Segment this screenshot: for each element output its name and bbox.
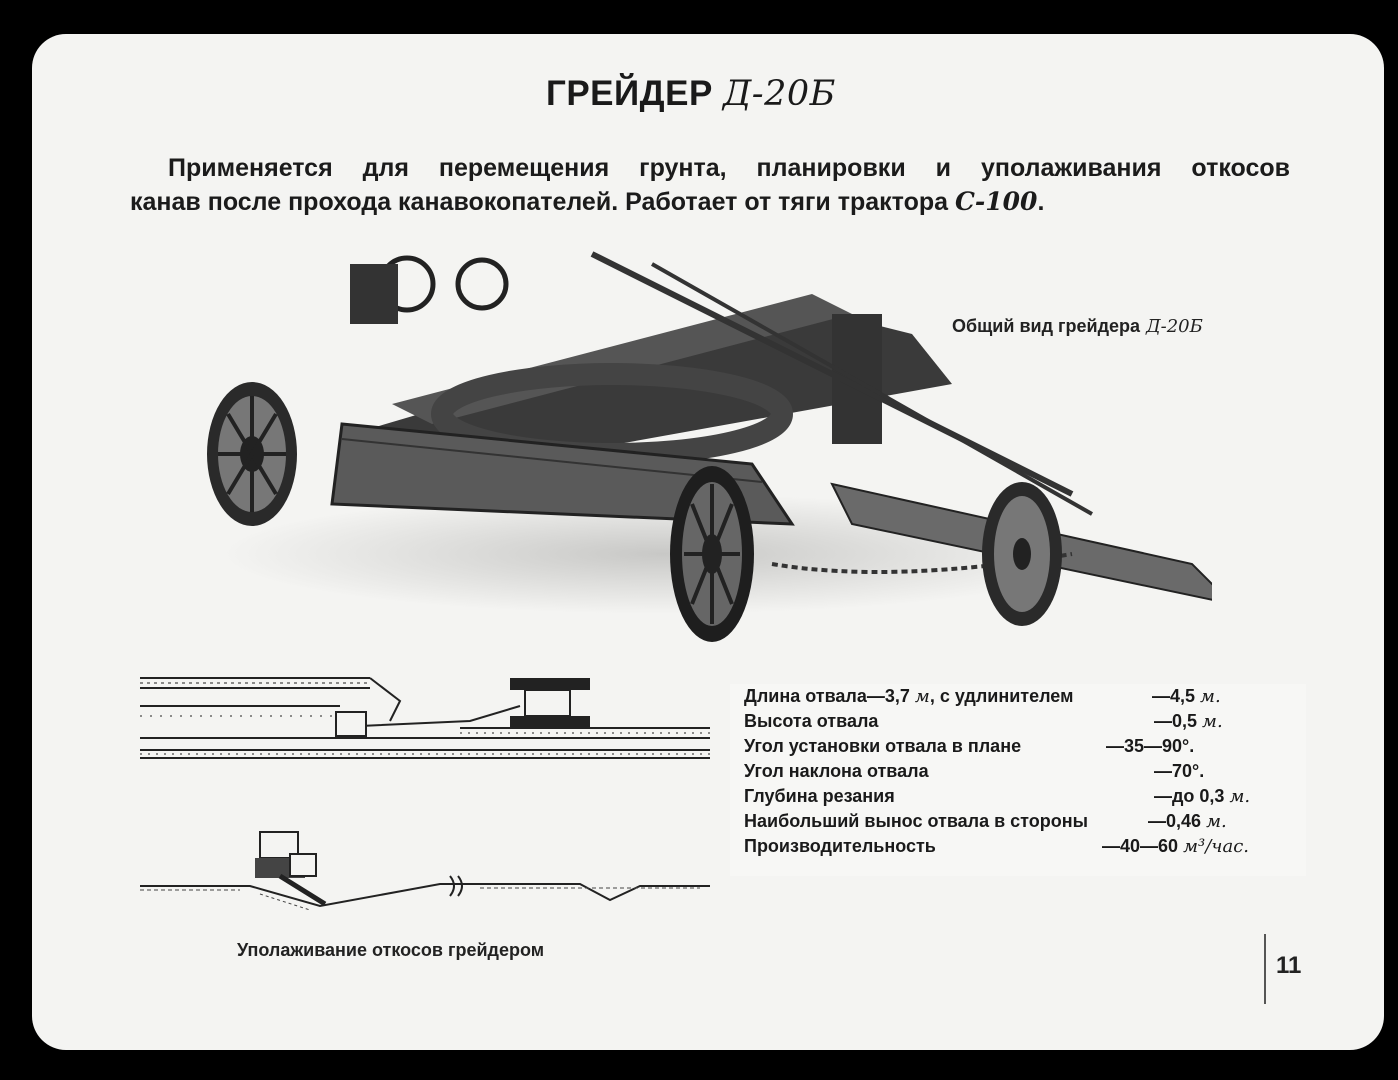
spec-value: —0,46 [1148, 811, 1202, 831]
intro-line-2-end: . [1037, 188, 1045, 216]
spec-unit: м³/час. [1183, 836, 1249, 857]
spec-value: —40—60 [1102, 836, 1179, 856]
control-wheel-icon [350, 258, 506, 324]
spec-label: Высота отвала [744, 711, 879, 731]
spec-unit: м. [1206, 811, 1227, 832]
rear-wheel-icon [207, 382, 297, 526]
intro-word: Применяется [168, 154, 333, 182]
intro-word: откосов [1191, 154, 1290, 182]
spec-label: Производительность [744, 836, 936, 856]
page-title [546, 74, 836, 114]
plan-view-diagram [140, 666, 710, 776]
spec-unit: м. [1202, 711, 1223, 732]
spec-label-mid: , с удлинителем [929, 686, 1074, 706]
intro-word: и [935, 154, 952, 182]
intro-word: для [362, 154, 409, 182]
intro-line-1 [130, 152, 1290, 185]
photo-caption-text: Общий вид грейдера [952, 316, 1141, 336]
intro-line-2-text: канав после прохода канавокопателей. Работает от тяги трактора [130, 188, 949, 216]
spec-value: —70°. [1154, 761, 1205, 781]
grader-illustration [192, 224, 1212, 644]
intro-word: планировки [756, 154, 906, 182]
spec-unit: м. [1200, 686, 1221, 707]
far-wheel-icon [982, 482, 1062, 626]
diagram-caption: Уполаживание откосов грейдером [237, 940, 545, 960]
cross-section-diagram [140, 824, 710, 924]
spec-unit: м [914, 686, 930, 707]
tractor-plan-icon [510, 678, 590, 728]
page-divider [1264, 934, 1266, 1004]
photo-caption [952, 316, 1203, 337]
spec-value: —0,5 [1154, 711, 1198, 731]
spec-label: Наибольший вынос отвала в стороны [744, 811, 1088, 831]
front-wheel-icon [670, 466, 754, 642]
spec-unit: м. [1229, 786, 1251, 807]
spec-label: Длина отвала—3,7 [744, 686, 910, 706]
intro-word: уполаживания [980, 154, 1162, 182]
intro-line-2 [130, 185, 1290, 219]
page-number: 11 [1276, 952, 1302, 979]
intro-word: грунта, [639, 154, 727, 182]
spec-label: Угол установки отвала в плане [744, 736, 1022, 756]
specifications-table [730, 684, 1306, 876]
title-prefix: ГРЕЙДЕР [546, 74, 713, 113]
spec-value: —4,5 [1152, 686, 1196, 706]
intro-word: перемещения [438, 154, 610, 182]
slide [32, 34, 1384, 1050]
spec-value: —35—90°. [1106, 736, 1195, 756]
intro-paragraph [130, 152, 1290, 219]
spec-label: Угол наклона отвала [744, 761, 929, 781]
spec-value: —до 0,3 [1154, 786, 1225, 806]
title-model: Д-20Б [722, 74, 836, 114]
spec-label: Глубина резания [744, 786, 895, 806]
photo-caption-model: Д-20Б [1146, 316, 1203, 337]
grader-plan-icon [336, 712, 366, 736]
tractor-model: С-100 [954, 187, 1038, 216]
